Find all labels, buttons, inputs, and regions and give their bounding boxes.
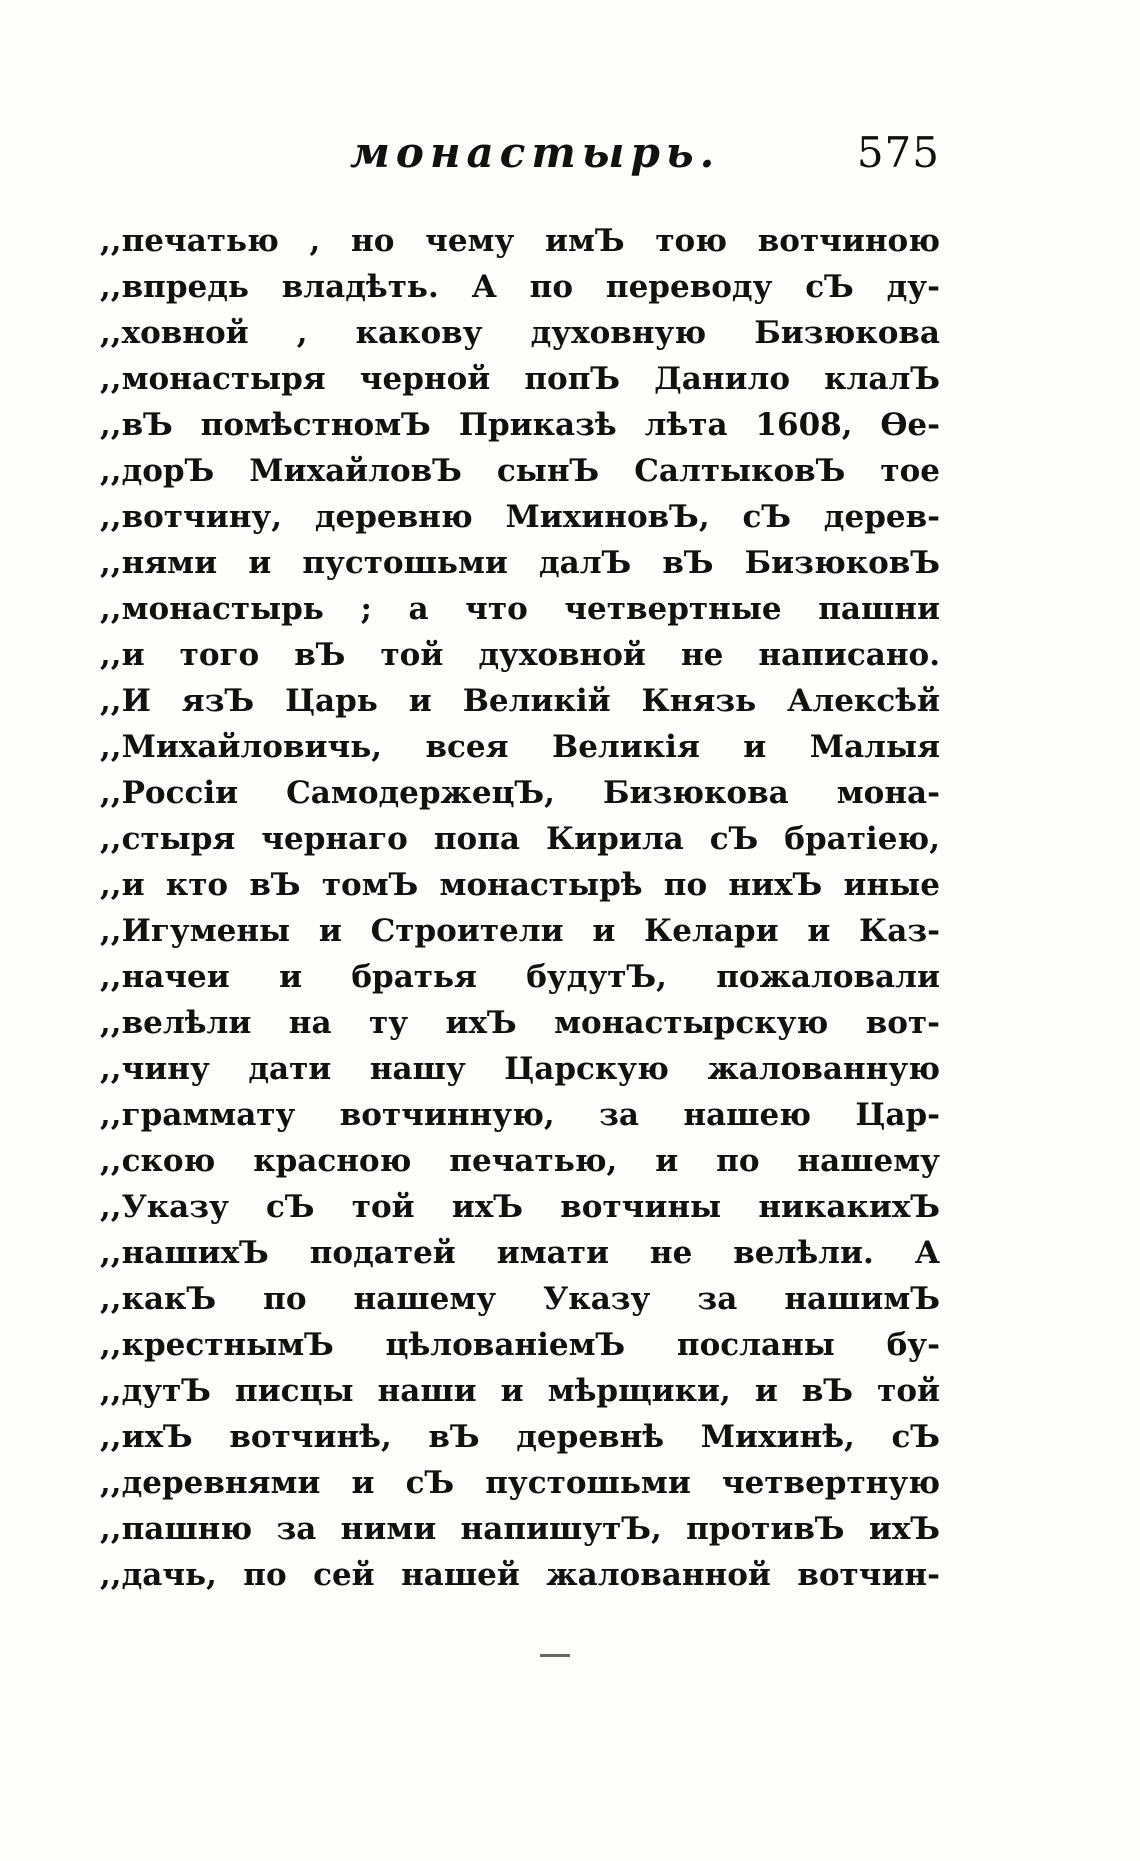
text-line: ,,нями и пустошьми далЪ вЪ БизюковЪ bbox=[100, 545, 940, 581]
text-line: ,,впредь владѣть. А по переводу сЪ ду- bbox=[100, 269, 940, 305]
text-line: ,,чину дати нашу Царскую жалованную bbox=[100, 1051, 940, 1087]
text-line: ,,начеи и братья будутЪ, пожаловали bbox=[100, 959, 940, 995]
text-line: ,,ихЪ вотчинѣ, вЪ деревнѣ Михинѣ, сЪ bbox=[100, 1419, 940, 1455]
text-line: ,,монастырь ; а что четвертные пашни bbox=[100, 591, 940, 627]
text-line: ,,и того вЪ той духовной не написано. bbox=[100, 637, 940, 673]
running-title: монастырь. bbox=[350, 128, 721, 177]
bottom-rule-mark bbox=[540, 1654, 570, 1657]
text-line: ,,печатью , но чему имЪ тою вотчиною bbox=[100, 223, 940, 259]
text-line: ,,велѣли на ту ихЪ монастырскую вот- bbox=[100, 1005, 940, 1041]
text-line: ,,пашню за ними напишутЪ, противЪ ихЪ bbox=[100, 1511, 940, 1547]
text-line: ,,Россіи СамодержецЪ, Бизюкова мона- bbox=[100, 775, 940, 811]
text-line: ,,скою красною печатью, и по нашему bbox=[100, 1143, 940, 1179]
text-line: ,,дачь, по сей нашей жалованной вотчин- bbox=[100, 1557, 940, 1593]
body-text bbox=[100, 218, 940, 1598]
text-line: ,,граммату вотчинную, за нашею Цар- bbox=[100, 1097, 940, 1133]
page-number: 575 bbox=[856, 128, 940, 177]
text-line: ,,вотчину, деревню МихиновЪ, сЪ дерев- bbox=[100, 499, 940, 535]
text-line: ,,нашихЪ податей имати не велѣли. А bbox=[100, 1235, 940, 1271]
text-line: ,,Михайловичь, всея Великія и Малыя bbox=[100, 729, 940, 765]
page-header bbox=[100, 128, 940, 188]
text-line: ,,И язЪ Царь и Великій Князь Алексѣй bbox=[100, 683, 940, 719]
text-line: ,,дутЪ писцы наши и мѣрщики, и вЪ той bbox=[100, 1373, 940, 1409]
text-line: ,,деревнями и сЪ пустошьми четвертную bbox=[100, 1465, 940, 1501]
text-line: ,,монастыря черной попЪ Данило клалЪ bbox=[100, 361, 940, 397]
text-line: ,,Указу сЪ той ихЪ вотчины никакихЪ bbox=[100, 1189, 940, 1225]
text-line: ,,и кто вЪ томЪ монастырѣ по нихЪ иные bbox=[100, 867, 940, 903]
text-line: ,,дорЪ МихайловЪ сынЪ СалтыковЪ тое bbox=[100, 453, 940, 489]
text-line: ,,крестнымЪ цѣлованіемЪ посланы бу- bbox=[100, 1327, 940, 1363]
text-line: ,,вЪ помѣстномЪ Приказѣ лѣта 1608, Ѳе- bbox=[100, 407, 940, 443]
text-line: ,,стыря чернаго попа Кирила сЪ братіею, bbox=[100, 821, 940, 857]
text-line: ,,какЪ по нашему Указу за нашимЪ bbox=[100, 1281, 940, 1317]
text-line: ,,ховной , какову духовную Бизюкова bbox=[100, 315, 940, 351]
text-line: ,,Игумены и Строители и Келари и Каз- bbox=[100, 913, 940, 949]
